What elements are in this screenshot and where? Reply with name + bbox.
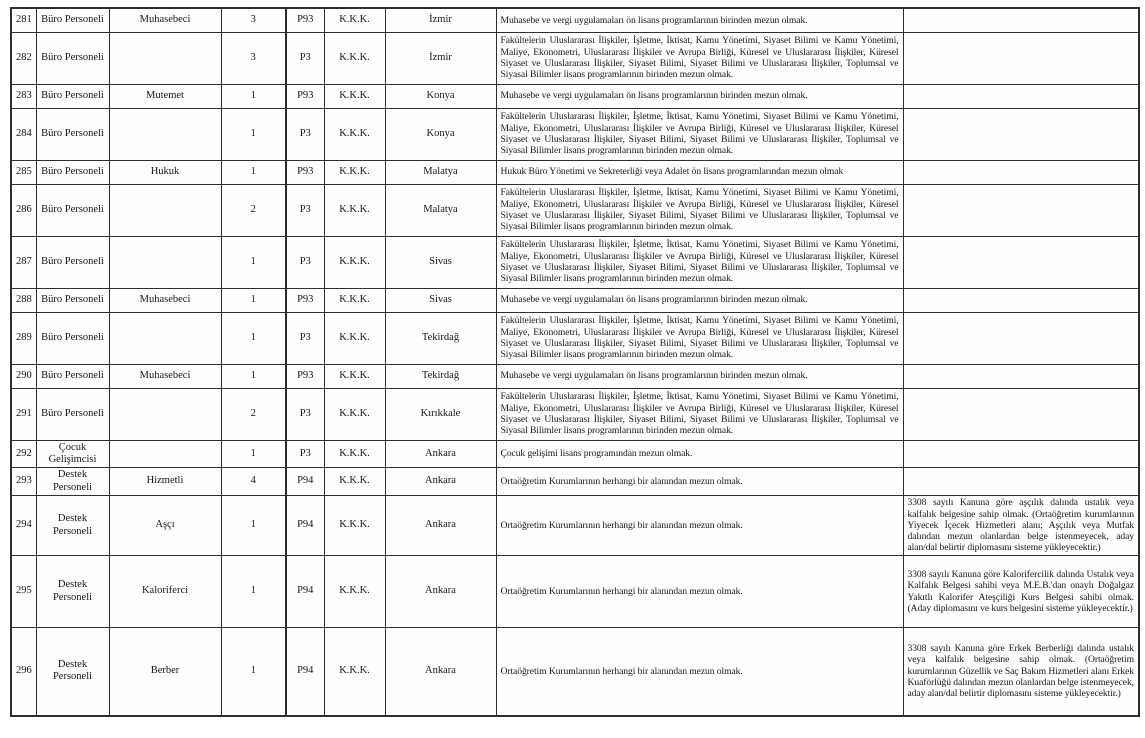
command-cell: K.K.K.	[324, 312, 385, 364]
row-number-cell: 285	[11, 160, 36, 184]
command-cell: K.K.K.	[324, 556, 385, 628]
requirement-cell: Ortaöğretim Kurumlarının herhangi bir alanından mezun olmak.	[496, 628, 903, 716]
vacancy-count-cell: 1	[221, 440, 286, 468]
row-number-cell: 282	[11, 32, 36, 84]
table-row	[11, 364, 1139, 388]
position-title-cell: Büro Personeli	[36, 388, 109, 440]
row-number-cell: 289	[11, 312, 36, 364]
requirement-cell: Ortaöğretim Kurumlarının herhangi bir alanından mezun olmak.	[496, 468, 903, 496]
explanation-note-cell	[903, 184, 1139, 236]
city-cell: Ankara	[385, 496, 496, 556]
position-title-cell: Destek Personeli	[36, 556, 109, 628]
table-row	[11, 628, 1139, 716]
command-cell: K.K.K.	[324, 388, 385, 440]
position-title-cell: Destek Personeli	[36, 628, 109, 716]
position-title-cell: Büro Personeli	[36, 160, 109, 184]
table-row	[11, 32, 1139, 84]
city-cell: Ankara	[385, 468, 496, 496]
position-branch-cell: Muhasebeci	[109, 364, 221, 388]
table-row	[11, 440, 1139, 468]
city-cell: Sivas	[385, 236, 496, 288]
position-title-cell: Büro Personeli	[36, 32, 109, 84]
positions-table	[10, 7, 1140, 717]
command-cell: K.K.K.	[324, 160, 385, 184]
table-row	[11, 388, 1139, 440]
requirement-cell: Çocuk gelişimi lisans programından mezun olmak.	[496, 440, 903, 468]
explanation-note-cell	[903, 364, 1139, 388]
city-cell: Malatya	[385, 160, 496, 184]
position-branch-cell	[109, 388, 221, 440]
command-cell: K.K.K.	[324, 440, 385, 468]
requirement-cell: Ortaöğretim Kurumlarının herhangi bir alanından mezun olmak.	[496, 556, 903, 628]
position-branch-cell: Aşçı	[109, 496, 221, 556]
position-branch-cell	[109, 108, 221, 160]
position-branch-cell: Muhasebeci	[109, 8, 221, 32]
table-row	[11, 556, 1139, 628]
requirement-cell: Fakültelerin Uluslararası İlişkiler, İşletme, İktisat, Kamu Yönetimi, Siyaset Bilimi ve Kamu Yönetimi, Maliye, Ekonometri, Uluslararası İlişkiler ve Avrupa Birliği, Küresel ve Uluslararası İlişkiler, Küresel Siyaset ve Uluslararası İlişkiler, Siyaset Bilimi, Siyaset Bilimi ve Uluslararası İlişkiler, Toplumsal ve Siyasal Bilimler lisans programlarının birinden mezun olmak.	[496, 108, 903, 160]
score-code-cell: P3	[286, 32, 324, 84]
requirement-cell: Muhasebe ve vergi uygulamaları ön lisans programlarının birinden mezun olmak.	[496, 8, 903, 32]
position-branch-cell: Hukuk	[109, 160, 221, 184]
table-row	[11, 160, 1139, 184]
vacancy-count-cell: 3	[221, 32, 286, 84]
score-code-cell: P93	[286, 364, 324, 388]
row-number-cell: 296	[11, 628, 36, 716]
explanation-note-cell	[903, 288, 1139, 312]
city-cell: Malatya	[385, 184, 496, 236]
position-branch-cell: Mutemet	[109, 84, 221, 108]
position-title-cell: Büro Personeli	[36, 8, 109, 32]
table-row	[11, 312, 1139, 364]
explanation-note-cell	[903, 440, 1139, 468]
command-cell: K.K.K.	[324, 288, 385, 312]
command-cell: K.K.K.	[324, 32, 385, 84]
command-cell: K.K.K.	[324, 8, 385, 32]
table-body	[11, 8, 1139, 716]
city-cell: Ankara	[385, 440, 496, 468]
explanation-note-cell	[903, 236, 1139, 288]
vacancy-count-cell: 1	[221, 364, 286, 388]
explanation-note-cell	[903, 84, 1139, 108]
vacancy-count-cell: 2	[221, 184, 286, 236]
position-branch-cell: Berber	[109, 628, 221, 716]
score-code-cell: P3	[286, 108, 324, 160]
city-cell: Ankara	[385, 628, 496, 716]
explanation-note-cell: 3308 sayılı Kanuna göre Erkek Berberliği dalında ustalık veya kalfalık belgesine sahip olmak. (Ortaöğretim kurumlarının Güzellik ve Saç Bakım Hizmetleri alanı Erkek Kuaförlüğü dalından mezun olanlardan belge istenmeyecek, aday alan/dal belirtir diplomasını sisteme yükleyecektir.)	[903, 628, 1139, 716]
table-row	[11, 184, 1139, 236]
vacancy-count-cell: 1	[221, 288, 286, 312]
row-number-cell: 290	[11, 364, 36, 388]
vacancy-count-cell: 3	[221, 8, 286, 32]
explanation-note-cell: 3308 sayılı Kanuna göre aşçılık dalında ustalık veya kalfalık belgesine sahip olmak. (Ortaöğretim kurumlarının Yiyecek İçecek Hizmetleri alanı; Aşçılık veya Mutfak dalından mezun olanlardan belge istenmeyecek, aday alan/dal belirtir diplomasını sisteme yükleyecektir.)	[903, 496, 1139, 556]
row-number-cell: 283	[11, 84, 36, 108]
position-title-cell: Büro Personeli	[36, 236, 109, 288]
vacancy-count-cell: 4	[221, 468, 286, 496]
explanation-note-cell	[903, 468, 1139, 496]
row-number-cell: 295	[11, 556, 36, 628]
position-title-cell: Büro Personeli	[36, 312, 109, 364]
position-title-cell: Büro Personeli	[36, 184, 109, 236]
table-row	[11, 288, 1139, 312]
vacancy-count-cell: 1	[221, 556, 286, 628]
explanation-note-cell	[903, 160, 1139, 184]
explanation-note-cell	[903, 108, 1139, 160]
requirement-cell: Fakültelerin Uluslararası İlişkiler, İşletme, İktisat, Kamu Yönetimi, Siyaset Bilimi ve Kamu Yönetimi, Maliye, Ekonometri, Uluslararası İlişkiler ve Avrupa Birliği, Küresel ve Uluslararası İlişkiler, Küresel Siyaset ve Uluslararası İlişkiler, Siyaset Bilimi, Siyaset Bilimi ve Uluslararası İlişkiler, Toplumsal ve Siyasal Bilimler lisans programlarının birinden mezun olmak.	[496, 236, 903, 288]
explanation-note-cell	[903, 312, 1139, 364]
requirement-cell: Fakültelerin Uluslararası İlişkiler, İşletme, İktisat, Kamu Yönetimi, Siyaset Bilimi ve Kamu Yönetimi, Maliye, Ekonometri, Uluslararası İlişkiler ve Avrupa Birliği, Küresel ve Uluslararası İlişkiler, Küresel Siyaset ve Uluslararası İlişkiler, Siyaset Bilimi, Siyaset Bilimi ve Uluslararası İlişkiler, Toplumsal ve Siyasal Bilimler lisans programlarının birinden mezun olmak.	[496, 388, 903, 440]
city-cell: Sivas	[385, 288, 496, 312]
requirement-cell: Muhasebe ve vergi uygulamaları ön lisans programlarının birinden mezun olmak.	[496, 364, 903, 388]
vacancy-count-cell: 1	[221, 236, 286, 288]
requirement-cell: Muhasebe ve vergi uygulamaları ön lisans programlarının birinden mezun olmak.	[496, 288, 903, 312]
city-cell: Konya	[385, 108, 496, 160]
position-title-cell: Destek Personeli	[36, 496, 109, 556]
command-cell: K.K.K.	[324, 84, 385, 108]
score-code-cell: P3	[286, 236, 324, 288]
command-cell: K.K.K.	[324, 496, 385, 556]
table-row	[11, 496, 1139, 556]
requirement-cell: Ortaöğretim Kurumlarının herhangi bir alanından mezun olmak.	[496, 496, 903, 556]
position-branch-cell	[109, 440, 221, 468]
explanation-note-cell	[903, 8, 1139, 32]
score-code-cell: P3	[286, 184, 324, 236]
vacancy-count-cell: 1	[221, 84, 286, 108]
vacancy-count-cell: 1	[221, 108, 286, 160]
score-code-cell: P94	[286, 468, 324, 496]
row-number-cell: 292	[11, 440, 36, 468]
city-cell: Konya	[385, 84, 496, 108]
city-cell: Tekirdağ	[385, 312, 496, 364]
position-title-cell: Büro Personeli	[36, 84, 109, 108]
row-number-cell: 287	[11, 236, 36, 288]
score-code-cell: P3	[286, 440, 324, 468]
score-code-cell: P3	[286, 388, 324, 440]
position-branch-cell	[109, 184, 221, 236]
position-title-cell: Çocuk Gelişimcisi	[36, 440, 109, 468]
position-title-cell: Büro Personeli	[36, 364, 109, 388]
city-cell: Ankara	[385, 556, 496, 628]
city-cell: Tekirdağ	[385, 364, 496, 388]
requirement-cell: Fakültelerin Uluslararası İlişkiler, İşletme, İktisat, Kamu Yönetimi, Siyaset Bilimi ve Kamu Yönetimi, Maliye, Ekonometri, Uluslararası İlişkiler ve Avrupa Birliği, Küresel ve Uluslararası İlişkiler, Küresel Siyaset ve Uluslararası İlişkiler, Siyaset Bilimi, Siyaset Bilimi ve Uluslararası İlişkiler, Toplumsal ve Siyasal Bilimler lisans programlarının birinden mezun olmak.	[496, 32, 903, 84]
command-cell: K.K.K.	[324, 364, 385, 388]
command-cell: K.K.K.	[324, 108, 385, 160]
position-branch-cell: Kaloriferci	[109, 556, 221, 628]
row-number-cell: 293	[11, 468, 36, 496]
requirement-cell: Hukuk Büro Yönetimi ve Sekreterliği veya Adalet ön lisans programlarından mezun olmak	[496, 160, 903, 184]
score-code-cell: P94	[286, 556, 324, 628]
scanned-document-page	[10, 7, 1140, 717]
row-number-cell: 284	[11, 108, 36, 160]
position-branch-cell: Muhasebeci	[109, 288, 221, 312]
table-row	[11, 468, 1139, 496]
row-number-cell: 291	[11, 388, 36, 440]
row-number-cell: 281	[11, 8, 36, 32]
row-number-cell: 294	[11, 496, 36, 556]
score-code-cell: P93	[286, 288, 324, 312]
row-number-cell: 288	[11, 288, 36, 312]
position-branch-cell	[109, 236, 221, 288]
position-branch-cell	[109, 32, 221, 84]
city-cell: İzmir	[385, 32, 496, 84]
explanation-note-cell: 3308 sayılı Kanuna göre Kalorifercilik dalında Ustalık veya Kalfalık Belgesi sahibi veya M.E.B.'dan onaylı Doğalgaz Yakıtlı Kalorifer Ateşçiliği Kurs Belgesi sahibi olmak.(Aday diplomasını ve kurs belgesini sisteme yükleyecektir.)	[903, 556, 1139, 628]
position-title-cell: Büro Personeli	[36, 288, 109, 312]
requirement-cell: Fakültelerin Uluslararası İlişkiler, İşletme, İktisat, Kamu Yönetimi, Siyaset Bilimi ve Kamu Yönetimi, Maliye, Ekonometri, Uluslararası İlişkiler ve Avrupa Birliği, Küresel ve Uluslararası İlişkiler, Küresel Siyaset ve Uluslararası İlişkiler, Siyaset Bilimi, Siyaset Bilimi ve Uluslararası İlişkiler, Toplumsal ve Siyasal Bilimler lisans programlarının birinden mezun olmak.	[496, 184, 903, 236]
row-number-cell: 286	[11, 184, 36, 236]
score-code-cell: P3	[286, 312, 324, 364]
requirement-cell: Fakültelerin Uluslararası İlişkiler, İşletme, İktisat, Kamu Yönetimi, Siyaset Bilimi ve Kamu Yönetimi, Maliye, Ekonometri, Uluslararası İlişkiler ve Avrupa Birliği, Küresel ve Uluslararası İlişkiler, Küresel Siyaset ve Uluslararası İlişkiler, Siyaset Bilimi, Siyaset Bilimi ve Uluslararası İlişkiler, Toplumsal ve Siyasal Bilimler lisans programlarının birinden mezun olmak.	[496, 312, 903, 364]
score-code-cell: P93	[286, 84, 324, 108]
city-cell: Kırıkkale	[385, 388, 496, 440]
score-code-cell: P93	[286, 8, 324, 32]
position-branch-cell: Hizmetli	[109, 468, 221, 496]
vacancy-count-cell: 1	[221, 160, 286, 184]
score-code-cell: P94	[286, 628, 324, 716]
table-row	[11, 8, 1139, 32]
requirement-cell: Muhasebe ve vergi uygulamaları ön lisans programlarının birinden mezun olmak.	[496, 84, 903, 108]
city-cell: İzmir	[385, 8, 496, 32]
command-cell: K.K.K.	[324, 184, 385, 236]
explanation-note-cell	[903, 388, 1139, 440]
vacancy-count-cell: 1	[221, 496, 286, 556]
vacancy-count-cell: 1	[221, 628, 286, 716]
command-cell: K.K.K.	[324, 628, 385, 716]
vacancy-count-cell: 1	[221, 312, 286, 364]
command-cell: K.K.K.	[324, 468, 385, 496]
vacancy-count-cell: 2	[221, 388, 286, 440]
table-row	[11, 236, 1139, 288]
command-cell: K.K.K.	[324, 236, 385, 288]
score-code-cell: P94	[286, 496, 324, 556]
position-title-cell: Destek Personeli	[36, 468, 109, 496]
table-row	[11, 108, 1139, 160]
explanation-note-cell	[903, 32, 1139, 84]
position-branch-cell	[109, 312, 221, 364]
table-row	[11, 84, 1139, 108]
position-title-cell: Büro Personeli	[36, 108, 109, 160]
score-code-cell: P93	[286, 160, 324, 184]
